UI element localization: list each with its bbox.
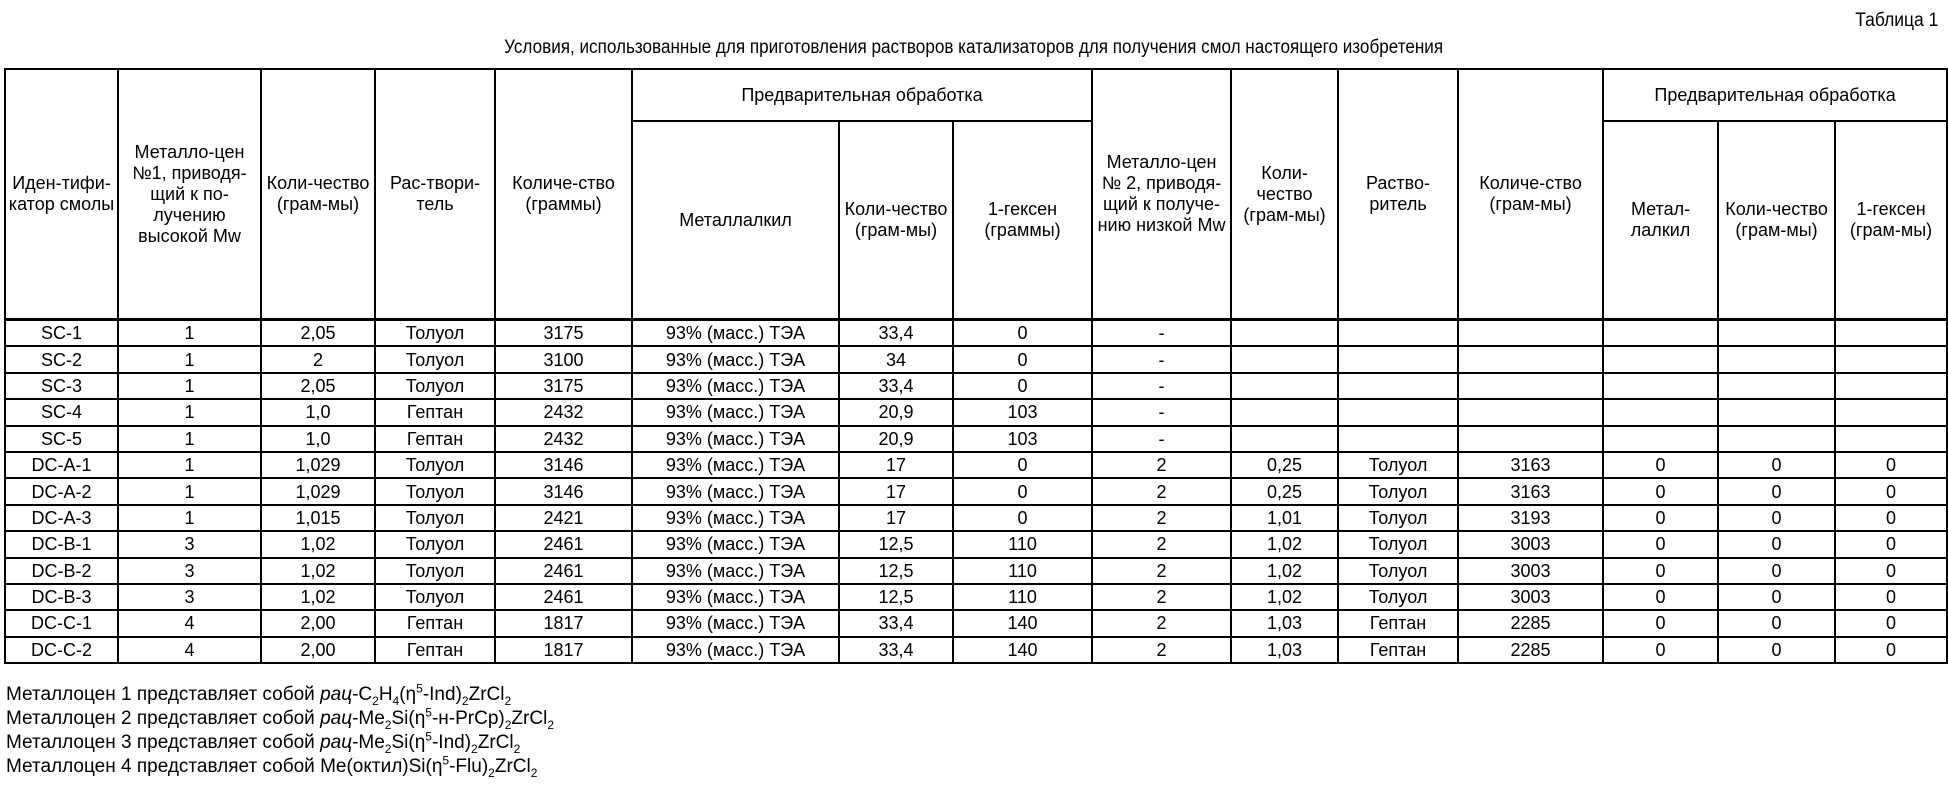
- cell-resin-id: DC-A-1: [5, 452, 118, 478]
- cell-amount2: [1231, 399, 1338, 425]
- cell-metalalkyl2: 0: [1603, 637, 1718, 663]
- footnote-prefix: Металлоцен 3 представляет собой: [6, 732, 320, 753]
- cell-metalalkyl2: [1603, 373, 1718, 399]
- table-row: [5, 373, 1947, 399]
- cell-solvent-amount1: 3146: [495, 478, 632, 504]
- cell-metallocene1: 1: [118, 373, 261, 399]
- cell-pretreat-amount1: 34: [839, 346, 953, 372]
- cell-metalalkyl1: 93% (масс.) ТЭА: [632, 320, 839, 347]
- cell-resin-id: SC-1: [5, 320, 118, 347]
- cell-pretreat-amount1: 12,5: [839, 531, 953, 557]
- cell-hexene1: 0: [953, 452, 1092, 478]
- footnotes: [6, 683, 554, 779]
- cell-amount1: 2,05: [261, 320, 375, 347]
- cell-amount1: 1,0: [261, 426, 375, 452]
- cell-resin-id: DC-C-2: [5, 637, 118, 663]
- cell-metallocene2: 2: [1092, 531, 1231, 557]
- cell-metallocene2: 2: [1092, 452, 1231, 478]
- cell-resin-id: DC-A-2: [5, 478, 118, 504]
- table-row: [5, 531, 1947, 557]
- cell-pretreat-amount2: [1718, 320, 1835, 347]
- cell-pretreat-amount1: 33,4: [839, 320, 953, 347]
- cell-pretreat-amount2: [1718, 346, 1835, 372]
- cell-pretreat-amount2: [1718, 426, 1835, 452]
- cell-pretreat-amount1: 17: [839, 452, 953, 478]
- cell-solvent-amount1: 1817: [495, 610, 632, 636]
- cell-hexene1: 0: [953, 478, 1092, 504]
- table-title-text: Условия, использованные для приготовления растворов катализаторов для получения смол настоящего изобретения: [505, 37, 1444, 59]
- cell-metallocene2: 2: [1092, 610, 1231, 636]
- cell-amount2: 1,02: [1231, 558, 1338, 584]
- cell-solvent-amount2: [1458, 320, 1603, 347]
- cell-solvent1: Гептан: [375, 399, 495, 425]
- cell-metalalkyl2: 0: [1603, 478, 1718, 504]
- cell-metalalkyl1: 93% (масс.) ТЭА: [632, 637, 839, 663]
- cell-solvent1: Гептан: [375, 426, 495, 452]
- header-pretreatment1-amount: Коли-чество (грам-мы): [839, 121, 953, 320]
- cell-metalalkyl1: 93% (масс.) ТЭА: [632, 505, 839, 531]
- cell-pretreat-amount1: 20,9: [839, 426, 953, 452]
- cell-solvent-amount1: 2461: [495, 584, 632, 610]
- cell-amount2: 1,01: [1231, 505, 1338, 531]
- cell-pretreat-amount2: 0: [1718, 505, 1835, 531]
- cell-solvent1: Гептан: [375, 610, 495, 636]
- cell-metalalkyl1: 93% (масс.) ТЭА: [632, 610, 839, 636]
- cell-hexene1: 0: [953, 505, 1092, 531]
- cell-resin-id: DC-B-3: [5, 584, 118, 610]
- cell-pretreat-amount1: 17: [839, 478, 953, 504]
- header-amount1: Коли-чество (грам-мы): [261, 69, 375, 320]
- cell-pretreat-amount2: 0: [1718, 531, 1835, 557]
- cell-hexene1: 103: [953, 426, 1092, 452]
- cell-pretreat-amount1: 12,5: [839, 584, 953, 610]
- cell-metallocene1: 3: [118, 558, 261, 584]
- table-row: [5, 346, 1947, 372]
- cell-hexene2: [1835, 399, 1947, 425]
- cell-amount1: 1,015: [261, 505, 375, 531]
- cell-metallocene1: 1: [118, 346, 261, 372]
- cell-metalalkyl1: 93% (масс.) ТЭА: [632, 584, 839, 610]
- cell-solvent1: Толуол: [375, 320, 495, 347]
- cell-amount2: [1231, 426, 1338, 452]
- cell-hexene2: [1835, 426, 1947, 452]
- cell-solvent2: [1338, 373, 1458, 399]
- cell-metallocene1: 1: [118, 452, 261, 478]
- cell-solvent2: Толуол: [1338, 584, 1458, 610]
- cell-metallocene2: -: [1092, 320, 1231, 347]
- cell-amount1: 1,0: [261, 399, 375, 425]
- cell-solvent2: [1338, 426, 1458, 452]
- cell-solvent1: Толуол: [375, 346, 495, 372]
- cell-solvent1: Толуол: [375, 452, 495, 478]
- cell-amount1: 1,02: [261, 531, 375, 557]
- header-metallocene1: Металло-цен №1, приводя-щий к по-лучению высокой Mw: [118, 69, 261, 320]
- cell-hexene1: 110: [953, 584, 1092, 610]
- cell-hexene1: 0: [953, 320, 1092, 347]
- footnote-formula: -Me2Si(η5-Ind)2ZrCl2: [352, 732, 520, 753]
- cell-metalalkyl1: 93% (масс.) ТЭА: [632, 452, 839, 478]
- footnote-metallocene-4: [6, 755, 554, 779]
- cell-solvent-amount2: [1458, 399, 1603, 425]
- cell-amount2: 1,02: [1231, 531, 1338, 557]
- cell-solvent-amount2: 3193: [1458, 505, 1603, 531]
- table-row: [5, 426, 1947, 452]
- cell-resin-id: SC-4: [5, 399, 118, 425]
- cell-metallocene1: 4: [118, 610, 261, 636]
- cell-pretreat-amount2: 0: [1718, 610, 1835, 636]
- cell-metallocene1: 3: [118, 531, 261, 557]
- cell-hexene2: [1835, 320, 1947, 347]
- cell-solvent-amount2: 3163: [1458, 452, 1603, 478]
- cell-hexene2: 0: [1835, 452, 1947, 478]
- cell-solvent-amount2: 3003: [1458, 584, 1603, 610]
- footnote-formula: -C2H4(η5-Ind)2ZrCl2: [352, 684, 511, 705]
- cell-hexene1: 103: [953, 399, 1092, 425]
- cell-hexene1: 140: [953, 610, 1092, 636]
- cell-resin-id: SC-2: [5, 346, 118, 372]
- cell-metalalkyl1: 93% (масс.) ТЭА: [632, 558, 839, 584]
- cell-metalalkyl2: 0: [1603, 610, 1718, 636]
- cell-solvent-amount2: 3163: [1458, 478, 1603, 504]
- footnote-formula: Me(октил)Si(η5-Flu)2ZrCl2: [320, 756, 537, 777]
- cell-metalalkyl1: 93% (масс.) ТЭА: [632, 478, 839, 504]
- footnote-metallocene-1: [6, 683, 554, 707]
- cell-amount1: 1,029: [261, 478, 375, 504]
- cell-pretreat-amount2: 0: [1718, 584, 1835, 610]
- table-row: [5, 637, 1947, 663]
- cell-pretreat-amount1: 17: [839, 505, 953, 531]
- cell-metalalkyl2: 0: [1603, 452, 1718, 478]
- cell-pretreat-amount1: 12,5: [839, 558, 953, 584]
- cell-amount2: 0,25: [1231, 478, 1338, 504]
- header-solvent-amount1: Количе-ство (граммы): [495, 69, 632, 320]
- cell-pretreat-amount2: 0: [1718, 452, 1835, 478]
- cell-solvent1: Толуол: [375, 373, 495, 399]
- cell-metallocene1: 1: [118, 399, 261, 425]
- cell-solvent-amount1: 3146: [495, 452, 632, 478]
- cell-solvent-amount1: 2461: [495, 558, 632, 584]
- cell-metallocene2: 2: [1092, 637, 1231, 663]
- cell-amount2: 1,03: [1231, 637, 1338, 663]
- table-row: [5, 452, 1947, 478]
- cell-resin-id: DC-A-3: [5, 505, 118, 531]
- cell-metallocene2: -: [1092, 373, 1231, 399]
- cell-metallocene1: 4: [118, 637, 261, 663]
- cell-metalalkyl2: [1603, 399, 1718, 425]
- footnote-prefix: Металлоцен 2 представляет собой: [6, 708, 320, 729]
- cell-amount1: 2,00: [261, 637, 375, 663]
- cell-amount1: 1,02: [261, 558, 375, 584]
- cell-solvent1: Гептан: [375, 637, 495, 663]
- table-row: [5, 584, 1947, 610]
- cell-solvent-amount1: 1817: [495, 637, 632, 663]
- cell-solvent-amount1: 3100: [495, 346, 632, 372]
- cell-solvent2: [1338, 320, 1458, 347]
- table-header: [5, 69, 1947, 320]
- cell-pretreat-amount2: 0: [1718, 478, 1835, 504]
- header-pretreatment2-metalalkyl: Метал-лалкил: [1603, 121, 1718, 320]
- cell-pretreat-amount2: 0: [1718, 558, 1835, 584]
- cell-metallocene1: 1: [118, 478, 261, 504]
- header-pretreatment1-metalalkyl: Металлалкил: [632, 121, 839, 320]
- cell-metalalkyl2: [1603, 346, 1718, 372]
- cell-solvent-amount1: 2432: [495, 399, 632, 425]
- cell-solvent-amount1: 3175: [495, 373, 632, 399]
- cell-amount2: [1231, 373, 1338, 399]
- cell-pretreat-amount1: 20,9: [839, 399, 953, 425]
- cell-solvent-amount2: [1458, 346, 1603, 372]
- cell-pretreat-amount2: [1718, 399, 1835, 425]
- cell-solvent-amount2: [1458, 373, 1603, 399]
- header-amount2: Коли-чество (грам-мы): [1231, 69, 1338, 320]
- cell-metalalkyl1: 93% (масс.) ТЭА: [632, 399, 839, 425]
- cell-metallocene2: 2: [1092, 584, 1231, 610]
- cell-solvent2: Гептан: [1338, 637, 1458, 663]
- footnote-metallocene-3: [6, 731, 554, 755]
- header-pretreatment1-group: Предварительная обработка: [632, 69, 1092, 121]
- cell-metalalkyl2: 0: [1603, 505, 1718, 531]
- cell-metallocene2: -: [1092, 426, 1231, 452]
- cell-hexene1: 110: [953, 531, 1092, 557]
- cell-hexene1: 110: [953, 558, 1092, 584]
- cell-hexene2: [1835, 346, 1947, 372]
- cell-amount1: 1,02: [261, 584, 375, 610]
- cell-metalalkyl2: 0: [1603, 584, 1718, 610]
- header-resin-id: Иден-тифи-катор смолы: [5, 69, 118, 320]
- header-solvent2: Раство-ритель: [1338, 69, 1458, 320]
- table-number-label: Таблица 1: [1855, 10, 1938, 32]
- catalyst-conditions-table: [4, 68, 1948, 664]
- table-row: [5, 320, 1947, 347]
- header-solvent-amount2: Количе-ство (грам-мы): [1458, 69, 1603, 320]
- header-pretreatment1-hexene: 1-гексен (граммы): [953, 121, 1092, 320]
- cell-amount2: 1,02: [1231, 584, 1338, 610]
- cell-solvent-amount2: [1458, 426, 1603, 452]
- cell-solvent-amount2: 3003: [1458, 531, 1603, 557]
- cell-resin-id: DC-B-1: [5, 531, 118, 557]
- header-pretreatment2-group: Предварительная обработка: [1603, 69, 1947, 121]
- footnote-rac: рац: [320, 708, 352, 729]
- cell-metallocene2: 2: [1092, 478, 1231, 504]
- cell-pretreat-amount1: 33,4: [839, 373, 953, 399]
- cell-metallocene1: 1: [118, 426, 261, 452]
- footnote-metallocene-2: [6, 707, 554, 731]
- cell-metallocene1: 1: [118, 505, 261, 531]
- table-title: [0, 37, 1948, 59]
- footnote-rac: рац: [320, 684, 352, 705]
- cell-hexene1: 140: [953, 637, 1092, 663]
- footnote-formula: -Me2Si(η5-н-PrCp)2ZrCl2: [352, 708, 554, 729]
- cell-hexene2: [1835, 373, 1947, 399]
- cell-amount2: 1,03: [1231, 610, 1338, 636]
- cell-solvent2: [1338, 346, 1458, 372]
- cell-solvent-amount1: 2421: [495, 505, 632, 531]
- cell-hexene2: 0: [1835, 558, 1947, 584]
- cell-hexene1: 0: [953, 373, 1092, 399]
- cell-resin-id: DC-C-1: [5, 610, 118, 636]
- cell-solvent-amount1: 2461: [495, 531, 632, 557]
- cell-hexene2: 0: [1835, 478, 1947, 504]
- cell-resin-id: SC-3: [5, 373, 118, 399]
- cell-solvent2: [1338, 399, 1458, 425]
- cell-hexene2: 0: [1835, 531, 1947, 557]
- cell-solvent2: Толуол: [1338, 531, 1458, 557]
- cell-metallocene2: -: [1092, 346, 1231, 372]
- cell-pretreat-amount2: 0: [1718, 637, 1835, 663]
- cell-solvent-amount1: 2432: [495, 426, 632, 452]
- cell-metalalkyl1: 93% (масс.) ТЭА: [632, 531, 839, 557]
- header-pretreatment2-amount: Коли-чество (грам-мы): [1718, 121, 1835, 320]
- header-metallocene2: Металло-цен № 2, приводя-щий к получе-нию низкой Mw: [1092, 69, 1231, 320]
- cell-amount1: 2: [261, 346, 375, 372]
- cell-metallocene1: 1: [118, 320, 261, 347]
- cell-metallocene1: 3: [118, 584, 261, 610]
- cell-solvent-amount1: 3175: [495, 320, 632, 347]
- header-solvent1: Рас-твори-тель: [375, 69, 495, 320]
- cell-solvent-amount2: 2285: [1458, 610, 1603, 636]
- cell-metalalkyl1: 93% (масс.) ТЭА: [632, 426, 839, 452]
- cell-metalalkyl1: 93% (масс.) ТЭА: [632, 346, 839, 372]
- cell-solvent-amount2: 3003: [1458, 558, 1603, 584]
- cell-solvent1: Толуол: [375, 478, 495, 504]
- cell-solvent1: Толуол: [375, 531, 495, 557]
- cell-solvent2: Гептан: [1338, 610, 1458, 636]
- cell-hexene2: 0: [1835, 584, 1947, 610]
- cell-solvent2: Толуол: [1338, 558, 1458, 584]
- header-pretreatment2-hexene: 1-гексен (грам-мы): [1835, 121, 1947, 320]
- cell-solvent1: Толуол: [375, 505, 495, 531]
- cell-hexene2: 0: [1835, 505, 1947, 531]
- cell-solvent1: Толуол: [375, 558, 495, 584]
- footnote-prefix: Металлоцен 1 представляет собой: [6, 684, 320, 705]
- cell-metallocene2: 2: [1092, 505, 1231, 531]
- table-row: [5, 558, 1947, 584]
- cell-metallocene2: 2: [1092, 558, 1231, 584]
- cell-metalalkyl2: 0: [1603, 558, 1718, 584]
- cell-solvent2: Толуол: [1338, 478, 1458, 504]
- cell-solvent2: Толуол: [1338, 505, 1458, 531]
- table-row: [5, 610, 1947, 636]
- cell-hexene2: 0: [1835, 610, 1947, 636]
- cell-pretreat-amount1: 33,4: [839, 637, 953, 663]
- cell-solvent-amount2: 2285: [1458, 637, 1603, 663]
- footnote-prefix: Металлоцен 4 представляет собой: [6, 756, 320, 777]
- cell-pretreat-amount2: [1718, 373, 1835, 399]
- cell-hexene1: 0: [953, 346, 1092, 372]
- table-row: [5, 505, 1947, 531]
- cell-amount1: 2,05: [261, 373, 375, 399]
- cell-metallocene2: -: [1092, 399, 1231, 425]
- table-row: [5, 478, 1947, 504]
- cell-amount1: 1,029: [261, 452, 375, 478]
- cell-metalalkyl1: 93% (масс.) ТЭА: [632, 373, 839, 399]
- table-row: [5, 399, 1947, 425]
- cell-metalalkyl2: 0: [1603, 531, 1718, 557]
- cell-solvent1: Толуол: [375, 584, 495, 610]
- table-body: [5, 320, 1947, 664]
- cell-solvent2: Толуол: [1338, 452, 1458, 478]
- cell-amount2: 0,25: [1231, 452, 1338, 478]
- cell-resin-id: DC-B-2: [5, 558, 118, 584]
- cell-metalalkyl2: [1603, 426, 1718, 452]
- cell-resin-id: SC-5: [5, 426, 118, 452]
- cell-amount2: [1231, 320, 1338, 347]
- cell-amount1: 2,00: [261, 610, 375, 636]
- footnote-rac: рац: [320, 732, 352, 753]
- cell-metalalkyl2: [1603, 320, 1718, 347]
- cell-pretreat-amount1: 33,4: [839, 610, 953, 636]
- cell-amount2: [1231, 346, 1338, 372]
- cell-hexene2: 0: [1835, 637, 1947, 663]
